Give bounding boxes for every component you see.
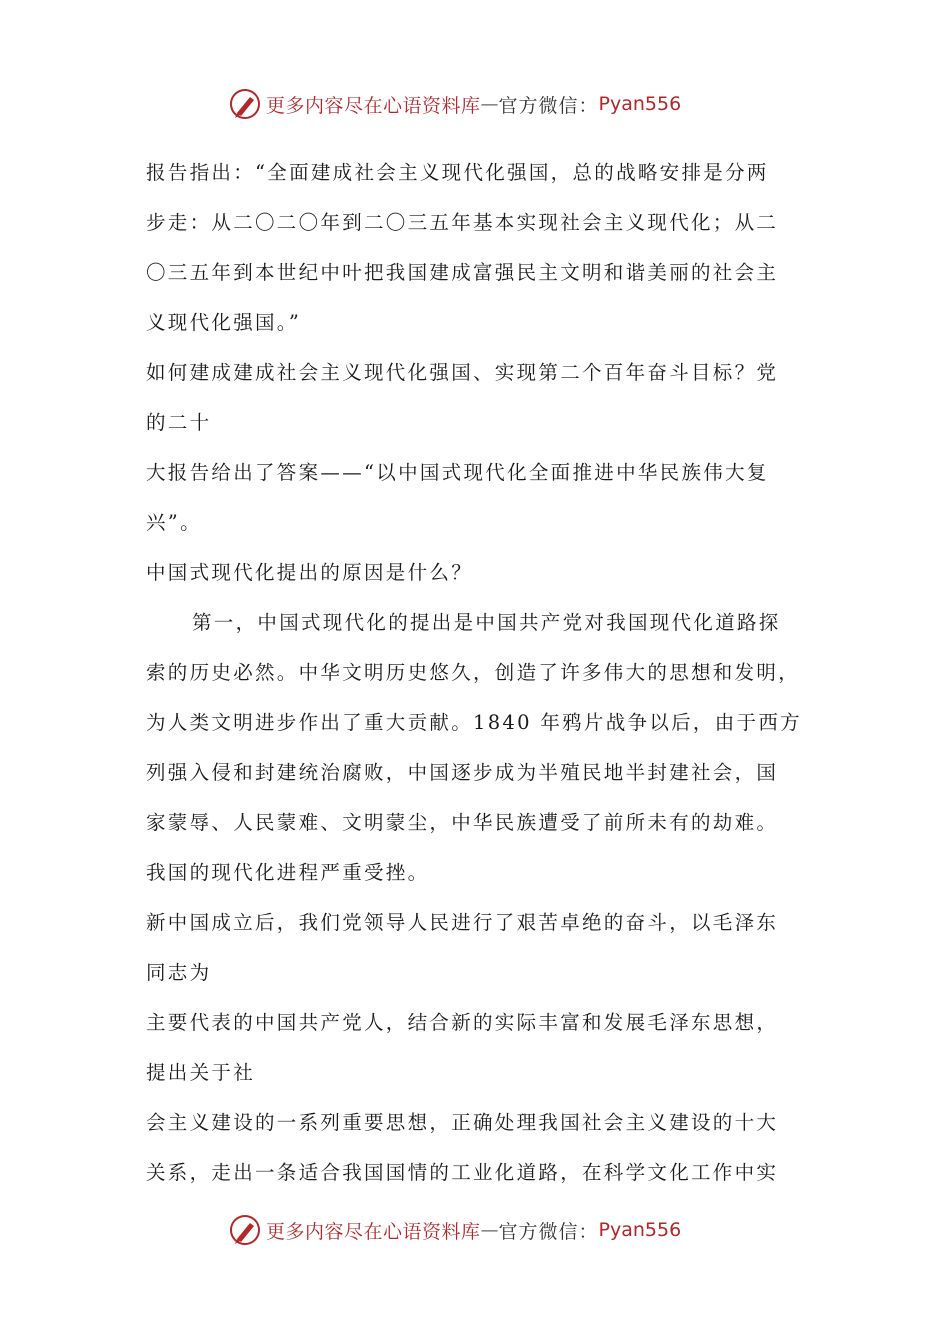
watermark-wechat-id: Pyan556: [598, 1219, 682, 1241]
text-line: 关系，走出一条适合我国国情的工业化道路，在科学文化工作中实: [146, 1161, 779, 1184]
text-line: 〇三五年到本世纪中叶把我国建成富强民主文明和谐美丽的社会主: [146, 261, 779, 284]
pen-nib-logo-icon: [228, 1213, 262, 1247]
watermark-wechat-id: Pyan556: [598, 93, 682, 115]
watermark-site-text: 更多内容尽在心语资料库: [266, 94, 481, 117]
text-line: 我国的现代化进程严重受挫。: [146, 861, 430, 884]
watermark-site-text: 更多内容尽在心语资料库: [266, 1220, 481, 1243]
watermark-dash: —: [480, 1219, 499, 1241]
text-line: 提出关于社: [146, 1061, 256, 1084]
text-line: 列强入侵和封建统治腐败，中国逐步成为半殖民地半封建社会，国: [146, 761, 779, 784]
section-question: 中国式现代化提出的原因是什么？: [146, 561, 474, 584]
watermark-wechat-label: 官方微信：: [498, 94, 599, 117]
watermark-dash: —: [480, 93, 499, 115]
text-line: 兴”。: [146, 511, 202, 534]
text-line: 的二十: [146, 411, 212, 434]
text-line: 为人类文明进步作出了重大贡献。1840 年鸦片战争以后，由于西方: [146, 711, 802, 734]
text-line: 同志为: [146, 961, 212, 984]
pen-nib-logo-icon: [228, 87, 262, 121]
text-line: 新中国成立后，我们党领导人民进行了艰苦卓绝的奋斗，以毛泽东: [146, 911, 779, 934]
text-line: 大报告给出了答案——“以中国式现代化全面推进中华民族伟大复: [146, 461, 769, 484]
text-line: 报告指出：“全面建成社会主义现代化强国，总的战略安排是分两: [146, 161, 769, 184]
text-line: 主要代表的中国共产党人，结合新的实际丰富和发展毛泽东思想，: [146, 1011, 779, 1034]
watermark-wechat-label: 官方微信：: [498, 1220, 599, 1243]
header-watermark: [228, 84, 748, 124]
text-line: 步走：从二〇二〇年到二〇三五年基本实现社会主义现代化；从二: [146, 211, 779, 234]
footer-watermark: [228, 1210, 748, 1250]
text-line: 会主义建设的一系列重要思想，正确处理我国社会主义建设的十大: [146, 1111, 779, 1134]
text-line: 义现代化强国。”: [146, 311, 302, 334]
text-line: 索的历史必然。中华文明历史悠久，创造了许多伟大的思想和发明，: [146, 661, 801, 684]
text-line: 第一，中国式现代化的提出是中国共产党对我国现代化道路探: [192, 611, 781, 634]
text-line: 家蒙辱、人民蒙难、文明蒙尘，中华民族遭受了前所未有的劫难。: [146, 811, 779, 834]
document-body: [146, 148, 826, 1198]
text-line: 如何建成建成社会主义现代化强国、实现第二个百年奋斗目标？党: [146, 361, 779, 384]
